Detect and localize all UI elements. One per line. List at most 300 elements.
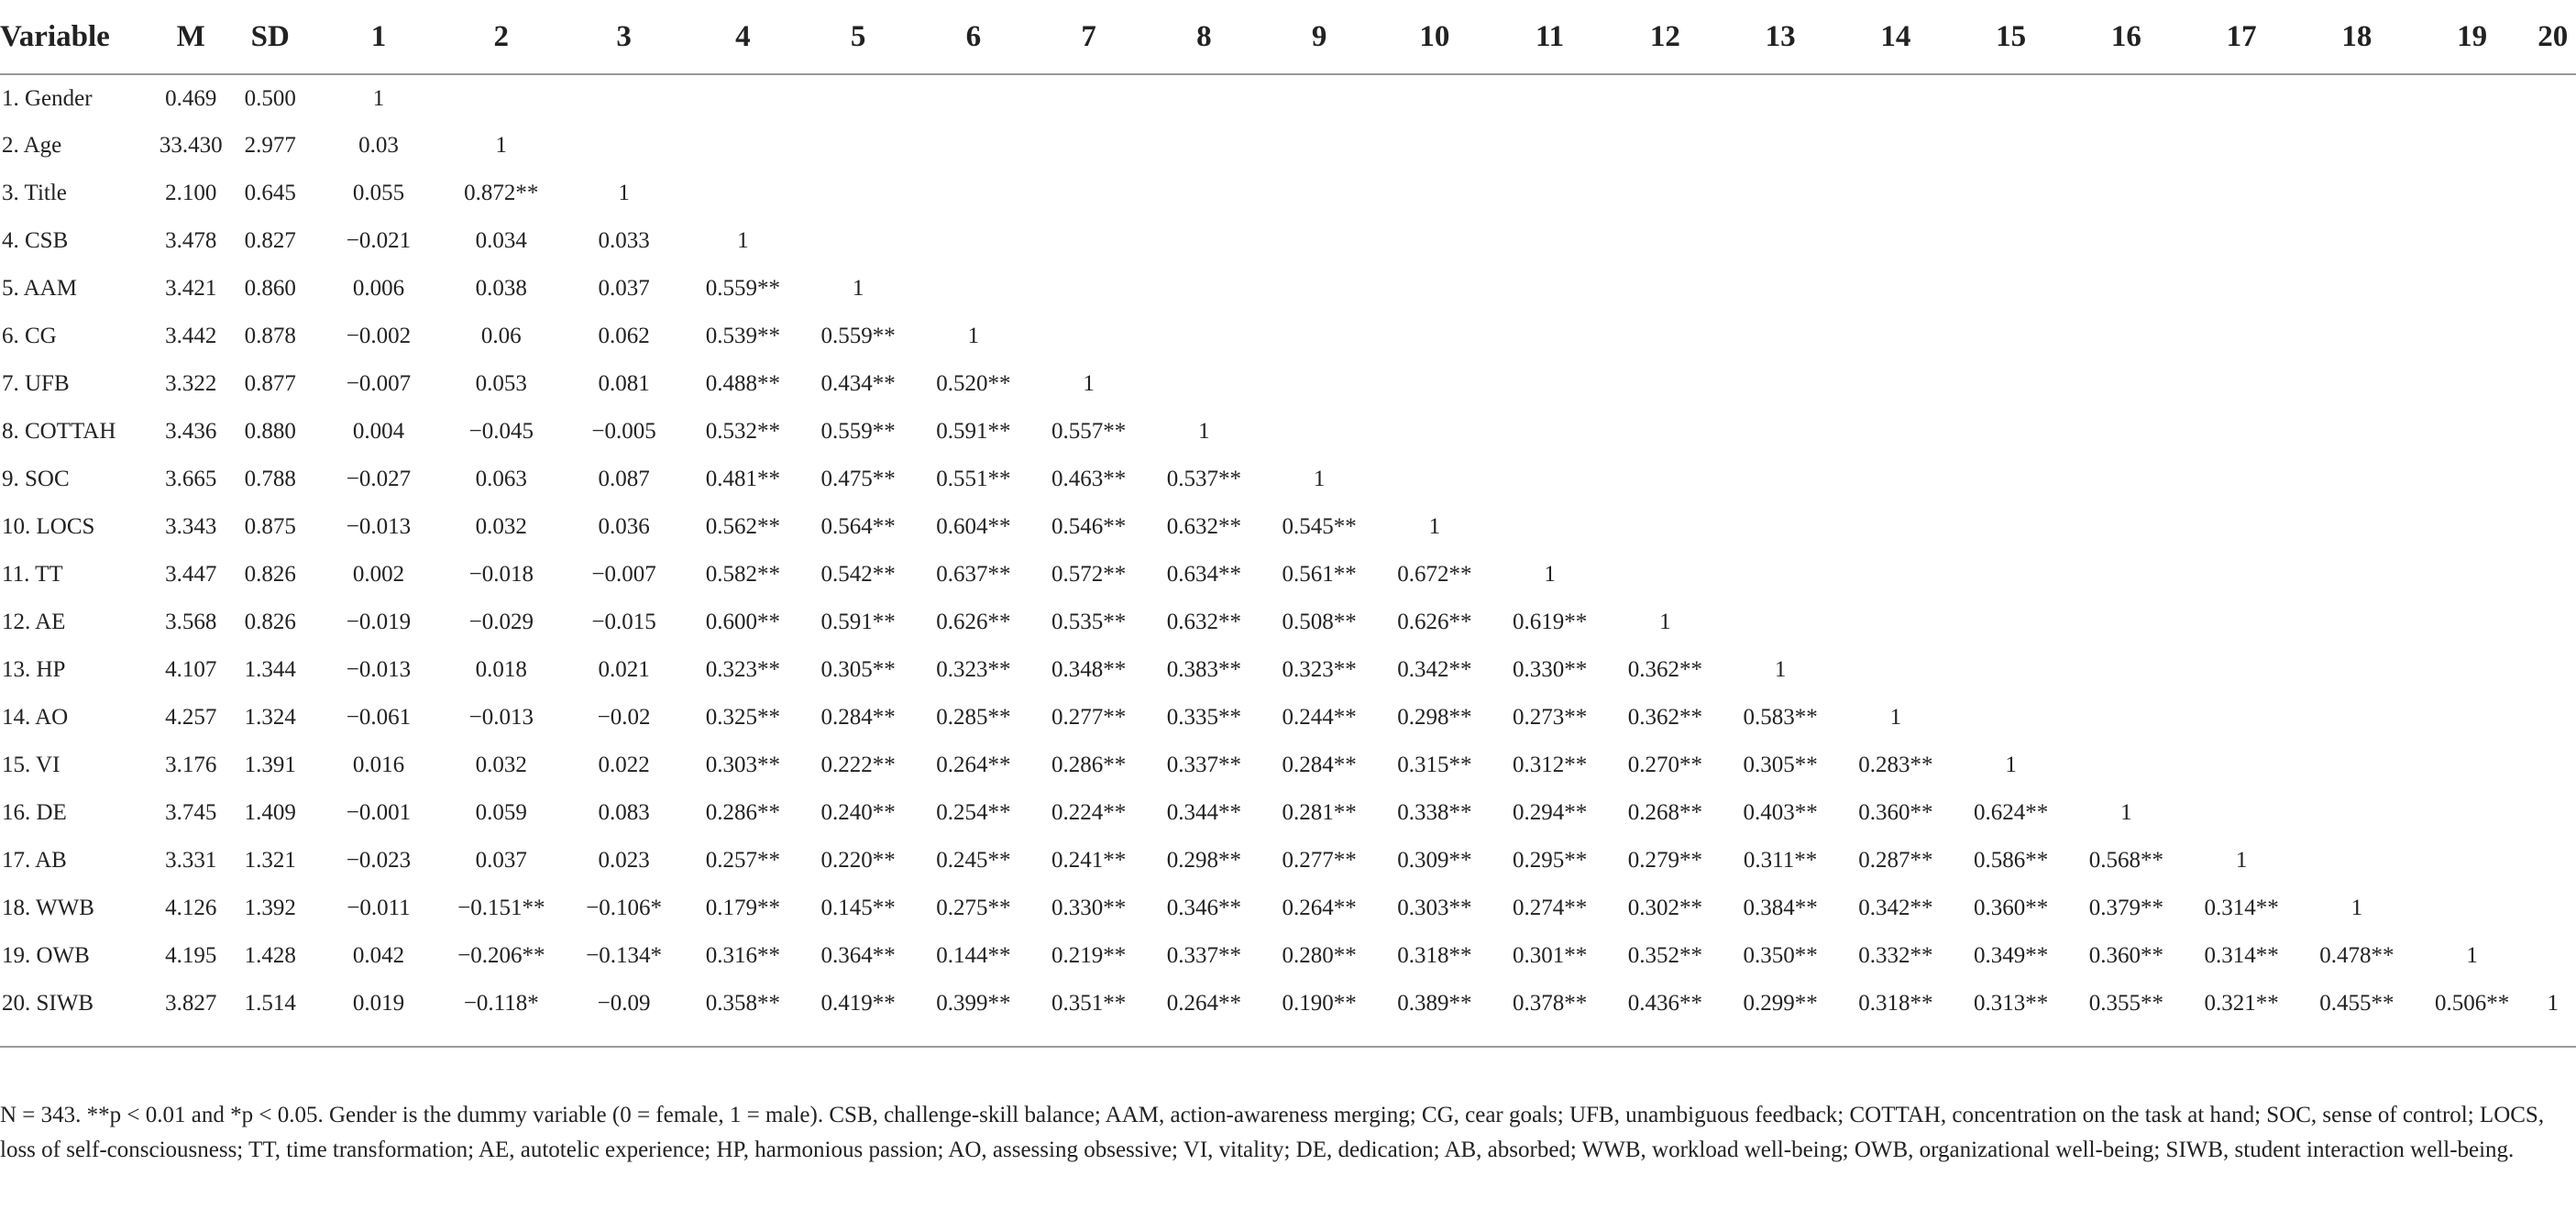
table-footnote: N = 343. **p < 0.01 and *p < 0.05. Gender is the dummy variable (0 = female, 1 = male). CSB, challenge-skill balance; AAM, action-awareness merging; CG, cear goals; UFB, unambiguous feedback; COTTAH, concentration on the task at hand; SOC, sense of control; LOCS, loss of self-consciousness; TT, time transformation; AE, autotelic experience; HP, harmonious passion; AO, assessing obsessive; VI, vitality; DE, dedication; AB, absorbed; WWB, workload well-being; OWB, organizational well-being; SIWB, student interaction well-being.	[0, 1103, 2545, 1162]
correlation-cell: 0.572**	[1051, 562, 1127, 587]
table-row	[0, 408, 2576, 456]
sd-cell: 0.875	[244, 514, 296, 539]
table-row	[0, 217, 2576, 265]
correlation-cell	[1723, 313, 1838, 360]
correlation-cell: 0.672**	[1397, 562, 1472, 587]
correlation-cell: 1	[2005, 753, 2017, 777]
correlation-cell	[1838, 551, 1954, 599]
correlation-cell	[1954, 646, 2069, 694]
variable-cell: 3. Title	[2, 181, 67, 205]
correlation-cell: 0.362**	[1627, 705, 1702, 730]
table-row	[0, 551, 2576, 599]
correlation-cell	[1607, 74, 1723, 122]
correlation-cell: 0.042	[352, 943, 405, 968]
correlation-cell: 0.582**	[705, 562, 780, 587]
column-header-20: 20	[2529, 0, 2576, 74]
correlation-cell: 0.273**	[1512, 705, 1588, 730]
correlation-cell	[1954, 313, 2069, 360]
correlation-cell: 0.034	[475, 228, 527, 253]
correlation-cell	[2529, 408, 2576, 456]
mean-cell: 4.195	[165, 943, 217, 968]
sd-cell: 0.827	[244, 228, 296, 253]
correlation-cell	[2529, 599, 2576, 646]
correlation-cell	[2068, 456, 2184, 503]
correlation-cell: 1	[967, 324, 980, 348]
correlation-cell: 1	[1774, 657, 1787, 682]
table-bottom-rule	[0, 1046, 2576, 1048]
correlation-cell	[800, 170, 916, 217]
correlation-cell	[1146, 360, 1261, 408]
correlation-cell	[2184, 170, 2299, 217]
column-header-6: 6	[916, 0, 1031, 74]
correlation-cell	[1723, 122, 1838, 170]
correlation-cell: 0.384**	[1743, 896, 1818, 920]
correlation-cell: 1	[1198, 419, 1210, 444]
correlation-cell	[1377, 360, 1492, 408]
correlation-cell	[1954, 265, 2069, 313]
correlation-cell	[2299, 599, 2415, 646]
correlation-cell: 0.355**	[2088, 991, 2163, 1016]
correlation-cell: 0.275**	[936, 896, 1011, 920]
correlation-cell: 1	[1889, 705, 1902, 730]
correlation-cell	[2529, 932, 2576, 980]
table-row	[0, 74, 2576, 122]
correlation-cell: 0.036	[598, 514, 650, 539]
correlation-cell: 0.348**	[1051, 657, 1127, 682]
correlation-cell: 0.626**	[936, 610, 1011, 634]
correlation-cell	[1031, 74, 1147, 122]
variable-cell: 14. AO	[2, 705, 69, 730]
correlation-cell	[2529, 646, 2576, 694]
correlation-cell	[1607, 503, 1723, 551]
correlation-cell	[2184, 503, 2299, 551]
correlation-cell	[1492, 503, 1608, 551]
correlation-cell	[1838, 646, 1954, 694]
correlation-cell: 0.349**	[1973, 943, 2049, 968]
correlation-cell	[1146, 265, 1261, 313]
mean-cell: 3.665	[165, 467, 217, 491]
correlation-cell: 0.586**	[1973, 848, 2049, 873]
correlation-cell	[1723, 74, 1838, 122]
correlation-cell: 0.055	[352, 181, 405, 205]
column-header-18: 18	[2299, 0, 2415, 74]
correlation-cell	[2299, 789, 2415, 837]
correlation-cell	[2068, 408, 2184, 456]
correlation-cell	[2184, 122, 2299, 170]
correlation-cell	[1146, 313, 1261, 360]
correlation-cell	[2184, 265, 2299, 313]
correlation-cell	[1838, 599, 1954, 646]
correlation-cell	[1954, 122, 2069, 170]
correlation-cell	[2415, 74, 2530, 122]
correlation-cell: 0.268**	[1627, 800, 1702, 825]
correlation-cell: 0.562**	[705, 514, 780, 539]
correlation-cell: 0.583**	[1743, 705, 1818, 730]
correlation-cell	[1954, 170, 2069, 217]
correlation-cell: −0.002	[346, 324, 412, 348]
correlation-cell: 0.318**	[1858, 991, 1933, 1016]
variable-cell: 18. WWB	[2, 896, 94, 920]
correlation-cell	[2068, 265, 2184, 313]
correlation-cell: 0.023	[598, 848, 650, 873]
correlation-cell: 0.634**	[1166, 562, 1241, 587]
correlation-cell: 0.286**	[1051, 753, 1127, 777]
correlation-cell	[1377, 122, 1492, 170]
correlation-cell	[1954, 503, 2069, 551]
variable-cell: 15. VI	[2, 753, 61, 777]
correlation-cell: 1	[2547, 991, 2559, 1016]
correlation-cell	[2529, 837, 2576, 885]
correlation-cell: 0.190**	[1282, 991, 1357, 1016]
variable-cell: 19. OWB	[2, 943, 90, 968]
correlation-cell	[2529, 742, 2576, 789]
correlation-cell	[2299, 742, 2415, 789]
correlation-cell	[1377, 170, 1492, 217]
correlation-cell: 0.619**	[1512, 610, 1588, 634]
correlation-cell: 0.559**	[705, 276, 780, 301]
correlation-cell: 0.545**	[1282, 514, 1357, 539]
table-row	[0, 122, 2576, 170]
correlation-cell: 0.270**	[1627, 753, 1702, 777]
correlation-cell	[2299, 456, 2415, 503]
correlation-cell: 0.301**	[1512, 943, 1588, 968]
correlation-cell	[1377, 456, 1492, 503]
correlation-cell	[1146, 74, 1261, 122]
correlation-cell: 0.344**	[1166, 800, 1241, 825]
column-header-2: 2	[440, 0, 563, 74]
correlation-cell: 1	[1659, 610, 1671, 634]
correlation-cell	[1838, 217, 1954, 265]
correlation-cell: 0.568**	[2088, 848, 2163, 873]
correlation-cell	[2415, 408, 2530, 456]
correlation-cell: 0.294**	[1512, 800, 1588, 825]
correlation-cell: 0.299**	[1743, 991, 1818, 1016]
column-header-1: 1	[317, 0, 440, 74]
correlation-cell	[916, 74, 1031, 122]
correlation-cell: 0.542**	[820, 562, 896, 587]
correlation-cell: 0.318**	[1397, 943, 1472, 968]
column-header-19: 19	[2415, 0, 2530, 74]
sd-cell: 1.391	[244, 753, 296, 777]
correlation-cell	[2184, 646, 2299, 694]
correlation-cell: 0.535**	[1051, 610, 1127, 634]
correlation-cell: 1	[2120, 800, 2132, 825]
column-header-15: 15	[1954, 0, 2069, 74]
table-row	[0, 503, 2576, 551]
correlation-cell	[685, 170, 800, 217]
correlation-cell: 0.053	[475, 371, 527, 396]
variable-cell: 1. Gender	[2, 85, 93, 111]
table-row	[0, 837, 2576, 885]
sd-cell: 1.392	[244, 896, 296, 920]
correlation-cell	[1607, 456, 1723, 503]
correlation-cell	[1723, 503, 1838, 551]
correlation-cell	[2529, 789, 2576, 837]
correlation-cell: −0.061	[346, 705, 412, 730]
mean-cell: 3.478	[165, 228, 217, 253]
correlation-cell: 0.557**	[1051, 419, 1127, 444]
correlation-cell: 0.362**	[1627, 657, 1702, 682]
correlation-cell	[2415, 313, 2530, 360]
correlation-cell: 0.632**	[1166, 514, 1241, 539]
correlation-cell	[2068, 74, 2184, 122]
correlation-cell: 0.019	[352, 991, 405, 1016]
correlation-cell	[563, 74, 686, 122]
correlation-cell: 0.537**	[1166, 467, 1241, 491]
correlation-cell	[2529, 694, 2576, 742]
correlation-cell: 0.436**	[1627, 991, 1702, 1016]
correlation-cell	[2068, 503, 2184, 551]
correlation-cell: −0.013	[346, 657, 412, 682]
correlation-cell: −0.005	[591, 419, 656, 444]
correlation-cell	[2415, 456, 2530, 503]
correlation-cell	[1031, 265, 1147, 313]
correlation-cell: 0.360**	[1973, 896, 2049, 920]
correlation-cell	[916, 122, 1031, 170]
table-row	[0, 313, 2576, 360]
correlation-cell	[1492, 122, 1608, 170]
correlation-cell	[1838, 122, 1954, 170]
correlation-cell: 1	[618, 181, 630, 205]
correlation-cell: 0.281**	[1282, 800, 1357, 825]
correlation-cell	[2299, 360, 2415, 408]
correlation-cell: 0.455**	[2319, 991, 2394, 1016]
correlation-cell: 0.532**	[705, 419, 780, 444]
correlation-cell: 1	[1428, 514, 1441, 539]
correlation-cell: 0.403**	[1743, 800, 1818, 825]
correlation-cell	[1146, 122, 1261, 170]
correlation-cell	[1492, 313, 1608, 360]
variable-cell: 6. CG	[2, 324, 57, 348]
correlation-cell	[2415, 599, 2530, 646]
correlation-cell: 1	[2235, 848, 2248, 873]
correlation-cell: 1	[2350, 896, 2363, 920]
correlation-cell: 0.561**	[1282, 562, 1357, 587]
correlation-cell	[2184, 789, 2299, 837]
variable-cell: 20. SIWB	[2, 991, 94, 1016]
correlation-cell: 0.021	[598, 657, 650, 682]
column-header-7: 7	[1031, 0, 1147, 74]
correlation-cell	[1031, 170, 1147, 217]
correlation-cell: 0.559**	[820, 419, 896, 444]
correlation-cell	[1954, 694, 2069, 742]
correlation-cell: 0.257**	[705, 848, 780, 873]
correlation-cell: 0.144**	[936, 943, 1011, 968]
correlation-cell: 0.342**	[1858, 896, 1933, 920]
correlation-cell	[916, 170, 1031, 217]
correlation-cell: 0.284**	[820, 705, 896, 730]
correlation-cell: 0.360**	[2088, 943, 2163, 968]
correlation-cell: −0.011	[347, 896, 411, 920]
sd-cell: 1.344	[244, 657, 296, 682]
variable-cell: 17. AB	[2, 848, 67, 873]
correlation-cell	[1954, 217, 2069, 265]
correlation-cell	[2184, 408, 2299, 456]
correlation-cell: 0.018	[475, 657, 527, 682]
table-row	[0, 646, 2576, 694]
correlation-cell: 0.316**	[705, 943, 780, 968]
correlation-cell	[1261, 74, 1377, 122]
column-header-5: 5	[800, 0, 916, 74]
correlation-cell	[1146, 217, 1261, 265]
variable-cell: 16. DE	[2, 800, 67, 825]
sd-cell: 1.409	[244, 800, 296, 825]
correlation-cell: 0.081	[598, 371, 650, 396]
correlation-cell: 0.311**	[1743, 848, 1818, 873]
table-header	[0, 0, 2576, 74]
column-header-17: 17	[2184, 0, 2299, 74]
correlation-cell	[1838, 265, 1954, 313]
correlation-cell	[2068, 122, 2184, 170]
correlation-cell: −0.134*	[586, 943, 662, 968]
correlation-cell: 1	[852, 276, 864, 301]
sd-cell: 0.826	[244, 610, 296, 634]
correlation-cell: 0.279**	[1627, 848, 1702, 873]
variable-cell: 13. HP	[2, 657, 66, 682]
correlation-cell	[1838, 503, 1954, 551]
correlation-cell: 0.241**	[1051, 848, 1127, 873]
correlation-cell	[1607, 265, 1723, 313]
correlation-cell	[1723, 456, 1838, 503]
correlation-cell: 0.145**	[820, 896, 896, 920]
correlation-cell: 0.059	[475, 800, 527, 825]
correlation-cell	[2529, 170, 2576, 217]
column-header-9: 9	[1261, 0, 1377, 74]
mean-cell: 3.745	[165, 800, 217, 825]
correlation-cell: 0.254**	[936, 800, 1011, 825]
correlation-cell	[2529, 503, 2576, 551]
correlation-cell	[2415, 789, 2530, 837]
correlation-cell: 1	[1544, 562, 1556, 587]
correlation-cell	[2184, 313, 2299, 360]
variable-cell: 5. AAM	[2, 276, 77, 301]
correlation-cell: 0.546**	[1051, 514, 1127, 539]
correlation-cell: 0.399**	[936, 991, 1011, 1016]
correlation-cell: 1	[2466, 943, 2478, 968]
correlation-cell	[1838, 360, 1954, 408]
correlation-cell	[1377, 74, 1492, 122]
correlation-cell	[2415, 646, 2530, 694]
correlation-cell: 0.287**	[1858, 848, 1933, 873]
correlation-cell: −0.007	[591, 562, 656, 587]
correlation-cell: 0.520**	[936, 371, 1011, 396]
correlation-cell: 0.559**	[820, 324, 896, 348]
correlation-cell	[2068, 551, 2184, 599]
correlation-cell: −0.013	[468, 705, 534, 730]
table-row	[0, 789, 2576, 837]
correlation-cell: 0.323**	[936, 657, 1011, 682]
correlation-cell: 0.06	[480, 324, 522, 348]
column-header-variable: Variable	[0, 0, 159, 74]
correlation-cell: 0.624**	[1973, 800, 2049, 825]
correlation-cell	[2068, 217, 2184, 265]
correlation-cell	[1492, 456, 1608, 503]
sd-cell: 0.826	[244, 562, 296, 587]
correlation-cell: 0.032	[475, 753, 527, 777]
correlation-cell	[2415, 360, 2530, 408]
correlation-cell: 0.220**	[820, 848, 896, 873]
correlation-cell: 0.303**	[705, 753, 780, 777]
correlation-cell: 0.314**	[2204, 943, 2279, 968]
column-header-8: 8	[1146, 0, 1261, 74]
sd-cell: 1.321	[244, 848, 296, 873]
correlation-cell	[2299, 503, 2415, 551]
sd-cell: 2.977	[244, 133, 296, 158]
correlation-cell	[1261, 122, 1377, 170]
correlation-cell: 0.360**	[1858, 800, 1933, 825]
correlation-cell	[1492, 170, 1608, 217]
correlation-cell: 0.285**	[936, 705, 1011, 730]
mean-cell: 3.331	[165, 848, 217, 873]
variable-cell: 4. CSB	[2, 228, 69, 253]
mean-cell: 3.322	[165, 371, 217, 396]
variable-cell: 8. COTTAH	[2, 419, 116, 444]
correlation-cell	[685, 74, 800, 122]
correlation-cell	[2415, 837, 2530, 885]
correlation-cell	[1492, 408, 1608, 456]
correlation-cell	[1261, 170, 1377, 217]
correlation-cell	[1723, 265, 1838, 313]
correlation-cell: −0.001	[346, 800, 412, 825]
correlation-cell: 0.364**	[820, 943, 896, 968]
correlation-cell	[1954, 456, 2069, 503]
correlation-cell	[2299, 694, 2415, 742]
variable-cell: 7. UFB	[2, 371, 70, 396]
correlation-cell	[916, 217, 1031, 265]
correlation-cell	[2299, 837, 2415, 885]
correlation-cell	[2415, 170, 2530, 217]
correlation-cell: 0.539**	[705, 324, 780, 348]
correlation-cell: 0.632**	[1166, 610, 1241, 634]
correlation-cell: 0.379**	[2088, 896, 2163, 920]
correlation-cell	[2068, 170, 2184, 217]
correlation-cell	[1261, 265, 1377, 313]
correlation-cell	[1954, 408, 2069, 456]
correlation-cell: 0.419**	[820, 991, 896, 1016]
correlation-cell: −0.007	[346, 371, 412, 396]
correlation-cell: 0.283**	[1858, 753, 1933, 777]
table-body	[0, 74, 2576, 1028]
correlation-cell: 0.298**	[1397, 705, 1472, 730]
correlation-cell	[440, 74, 563, 122]
correlation-cell: 0.350**	[1743, 943, 1818, 968]
correlation-cell: 0.219**	[1051, 943, 1127, 968]
correlation-cell: 0.337**	[1166, 753, 1241, 777]
correlation-cell: 0.277**	[1282, 848, 1357, 873]
correlation-cell: 0.274**	[1512, 896, 1588, 920]
correlation-cell	[1492, 265, 1608, 313]
mean-cell: 3.436	[165, 419, 217, 444]
correlation-cell	[1031, 217, 1147, 265]
correlation-cell	[1723, 360, 1838, 408]
correlation-cell: 0.378**	[1512, 991, 1588, 1016]
correlation-cell	[2415, 265, 2530, 313]
correlation-cell: 0.033	[598, 228, 650, 253]
correlation-cell: 0.087	[598, 467, 650, 491]
correlation-cell: 0.463**	[1051, 467, 1127, 491]
correlation-cell	[2299, 265, 2415, 313]
correlation-cell	[2184, 74, 2299, 122]
correlation-cell	[916, 265, 1031, 313]
correlation-cell: 0.506**	[2434, 991, 2510, 1016]
correlation-cell	[2299, 646, 2415, 694]
column-header-3: 3	[563, 0, 686, 74]
mean-cell: 3.827	[165, 991, 217, 1016]
correlation-cell	[2529, 456, 2576, 503]
correlation-cell: 0.564**	[820, 514, 896, 539]
correlation-cell	[2299, 313, 2415, 360]
correlation-cell: 0.591**	[936, 419, 1011, 444]
